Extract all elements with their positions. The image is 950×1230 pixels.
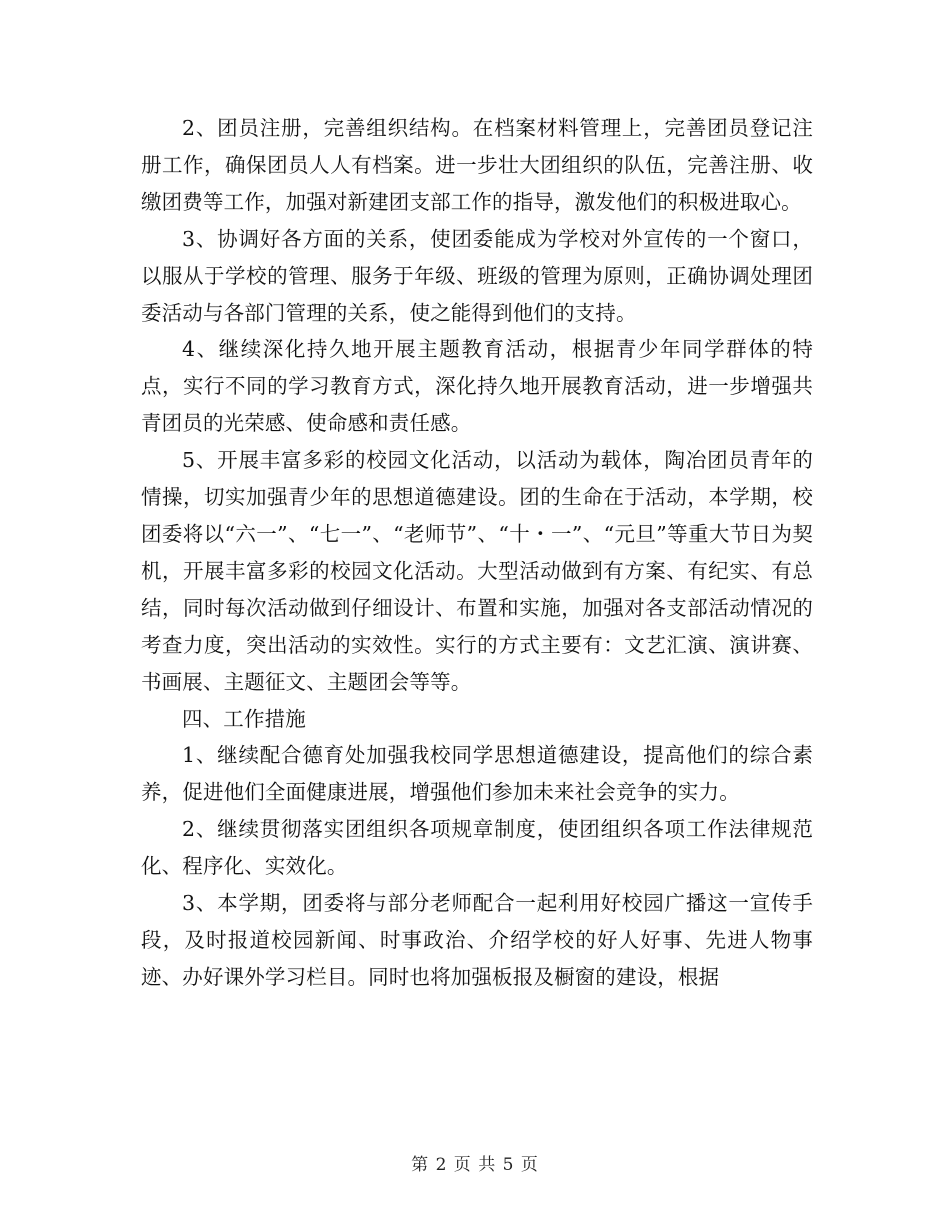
paragraph-coordination: 3、协调好各方面的关系，使团委能成为学校对外宣传的一个窗口，以服从于学校的管理、服务于年级、班级的管理为原则，正确协调处理团委活动与各部门管理的关系，使之能得到他们的支持。 bbox=[141, 226, 813, 325]
paragraph-regulations: 2、继续贯彻落实团组织各项规章制度，使团组织各项工作法律规范化、程序化、实效化。 bbox=[141, 817, 813, 879]
paragraph-campus-culture: 5、开展丰富多彩的校园文化活动，以活动为载体，陶冶团员青年的情操，切实加强青少年的思想道德建设。团的生命在于活动，本学期，校团委将以“六一”、“七一”、“老师节”、“十・一”、“元旦”等重大节日为契机，开展丰富多彩的校园文化活动。大型活动做到有方案、有纪实、有总结，同时每次活动做到仔细设计、布置和实施，加强对各支部活动情况的考查力度，突出活动的实效性。实行的方式主要有：文艺汇演、演讲赛、书画展、主题征文、主题团会等等。 bbox=[141, 448, 813, 694]
paragraph-theme-education: 4、继续深化持久地开展主题教育活动，根据青少年同学群体的特点，实行不同的学习教育方式，深化持久地开展教育活动，进一步增强共青团员的光荣感、使命感和责任感。 bbox=[141, 337, 813, 436]
section-heading-measures: 四、工作措施 bbox=[182, 706, 306, 731]
paragraph-registration: 2、团员注册，完善组织结构。在档案材料管理上，完善团员登记注册工作，确保团员人人有档案。进一步壮大团组织的队伍，完善注册、收缴团费等工作，加强对新建团支部工作的指导，激发他们的积极进取心。 bbox=[141, 116, 813, 214]
page-number-footer: 第 2 页 共 5 页 bbox=[411, 1155, 539, 1175]
paragraph-broadcast: 3、本学期，团委将与部分老师配合一起利用好校园广播这一宣传手段，及时报道校园新闻、时事政治、介绍学校的好人好事、先进人物事迹、办好课外学习栏目。同时也将加强板报及橱窗的建设，根据 bbox=[141, 891, 813, 989]
paragraph-moral-education: 1、继续配合德育处加强我校同学思想道德建设，提高他们的综合素养，促进他们全面健康进展，增强他们参加未来社会竞争的实力。 bbox=[141, 743, 813, 805]
document-body bbox=[141, 110, 813, 996]
